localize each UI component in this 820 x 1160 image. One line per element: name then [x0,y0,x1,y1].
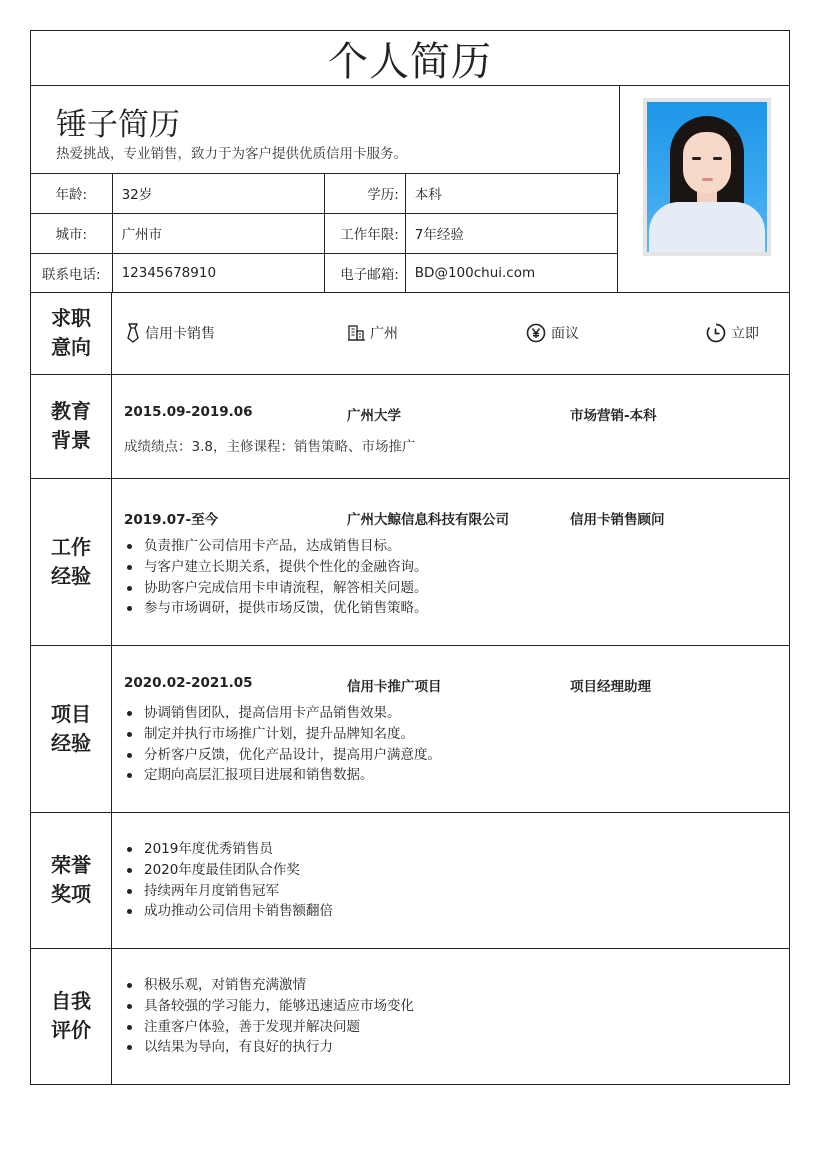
intent-text: 面议 [551,326,579,342]
intent-text: 立即 [731,326,759,342]
section-label [31,478,112,645]
info-value-email: BD@100chui.com [414,265,536,282]
info-label-city: 城市: [31,213,112,253]
education-major: 市场营销-本科 [570,408,657,424]
intent-text: 信用卡销售 [145,326,215,342]
section-job-intent [30,292,790,375]
section-title: 自我 [51,989,91,1013]
section-self-evaluation [30,948,790,1085]
intent-salary [526,292,579,374]
photo-mouth [702,178,713,181]
intent-position [126,292,215,374]
list-item: 注重客户体验，善于发现并解决问题 [124,1017,414,1038]
list-item: 持续两年月度销售冠军 [124,881,333,902]
section-title: 荣誉 [51,853,91,877]
section-label [31,948,112,1084]
info-label-email: 电子邮箱: [324,253,405,293]
profile-photo [647,102,767,252]
intent-items [112,292,789,374]
candidate-name: 锤子简历 [56,107,180,143]
work-company: 广州大鲸信息科技有限公司 [347,512,509,528]
section-title: 项目 [51,701,91,726]
education-period: 2015.09-2019.06 [124,404,253,420]
clock-icon [706,323,726,343]
education-detail: 成绩绩点：3.8，主修课程：销售策略、市场推广 [124,439,416,455]
section-title: 经验 [51,563,91,588]
intro-block [31,85,620,174]
education-school: 广州大学 [347,408,401,424]
list-item: 以结果为导向，有良好的执行力 [124,1037,414,1058]
list-item: 制定并执行市场推广计划，提升品牌知名度。 [124,724,441,745]
page-title: 个人简历 [328,38,492,85]
project-name: 信用卡推广项目 [347,679,442,695]
section-title: 意向 [51,335,91,359]
personal-header [30,85,790,293]
list-item: 2020年度最佳团队合作奖 [124,860,333,881]
list-item: 与客户建立长期关系，提供个性化的金融咨询。 [124,557,428,578]
photo-eye [692,157,701,160]
photo-face [683,132,731,194]
info-value-city: 广州市 [112,213,324,253]
resume-title-bar [30,30,790,86]
work-position: 信用卡销售顾问 [570,512,665,528]
info-value-years: 7年经验 [405,213,617,253]
yen-icon [526,323,546,343]
project-bullets [124,703,441,786]
section-content [112,812,789,948]
section-content [112,948,789,1084]
info-row [31,213,618,253]
section-content [112,374,789,478]
section-title: 经验 [51,730,91,755]
list-item: 成功推动公司信用卡销售额翻倍 [124,901,333,922]
section-title: 工作 [51,534,91,559]
info-label-education: 学历: [324,173,405,213]
section-title: 评价 [51,1018,91,1042]
section-title: 背景 [51,428,91,452]
section-label [31,812,112,948]
tie-icon [126,323,140,343]
work-period: 2019.07-至今 [124,512,219,528]
info-row [31,253,618,293]
info-label-phone: 联系电话: [31,253,112,293]
info-value-education: 本科 [405,173,617,213]
list-item: 协助客户完成信用卡申请流程，解答相关问题。 [124,578,428,599]
list-item: 积极乐观，对销售充满激情 [124,975,414,996]
list-item: 分析客户反馈，优化产品设计，提高用户满意度。 [124,745,441,766]
avatar [643,98,771,256]
info-label-years: 工作年限: [324,213,405,253]
info-label-age: 年龄: [31,173,112,213]
building-icon [348,325,365,341]
list-item: 负责推广公司信用卡产品，达成销售目标。 [124,536,428,557]
honors-bullets [124,839,333,922]
list-item: 定期向高层汇报项目进展和销售数据。 [124,765,441,786]
list-item: 具备较强的学习能力，能够迅速适应市场变化 [124,996,414,1017]
list-item: 2019年度优秀销售员 [124,839,333,860]
section-content [112,478,789,645]
section-education [30,374,790,479]
section-label [31,645,112,812]
section-content [112,645,789,812]
intent-city [348,292,398,374]
intent-text: 广州 [370,326,398,342]
section-work [30,478,790,646]
info-row [31,173,618,213]
photo-shirt [649,202,765,252]
list-item: 参与市场调研，提供市场反馈，优化销售策略。 [124,598,428,619]
list-item: 协调销售团队，提高信用卡产品销售效果。 [124,703,441,724]
section-title: 奖项 [51,882,91,906]
self-eval-bullets [124,975,414,1058]
photo-eye [713,157,722,160]
project-period: 2020.02-2021.05 [124,675,253,691]
section-project [30,645,790,813]
basic-info-table [31,173,618,293]
section-honors [30,812,790,949]
project-role: 项目经理助理 [570,679,651,695]
info-value-phone: 12345678910 [112,253,324,293]
section-label [31,374,112,478]
section-title: 教育 [51,399,91,423]
intent-availability [706,292,759,374]
work-bullets [124,536,428,619]
section-label [31,292,112,374]
section-title: 求职 [51,306,91,330]
candidate-slogan: 热爱挑战，专业销售，致力于为客户提供优质信用卡服务。 [56,146,407,162]
info-value-age: 32岁 [112,173,324,213]
